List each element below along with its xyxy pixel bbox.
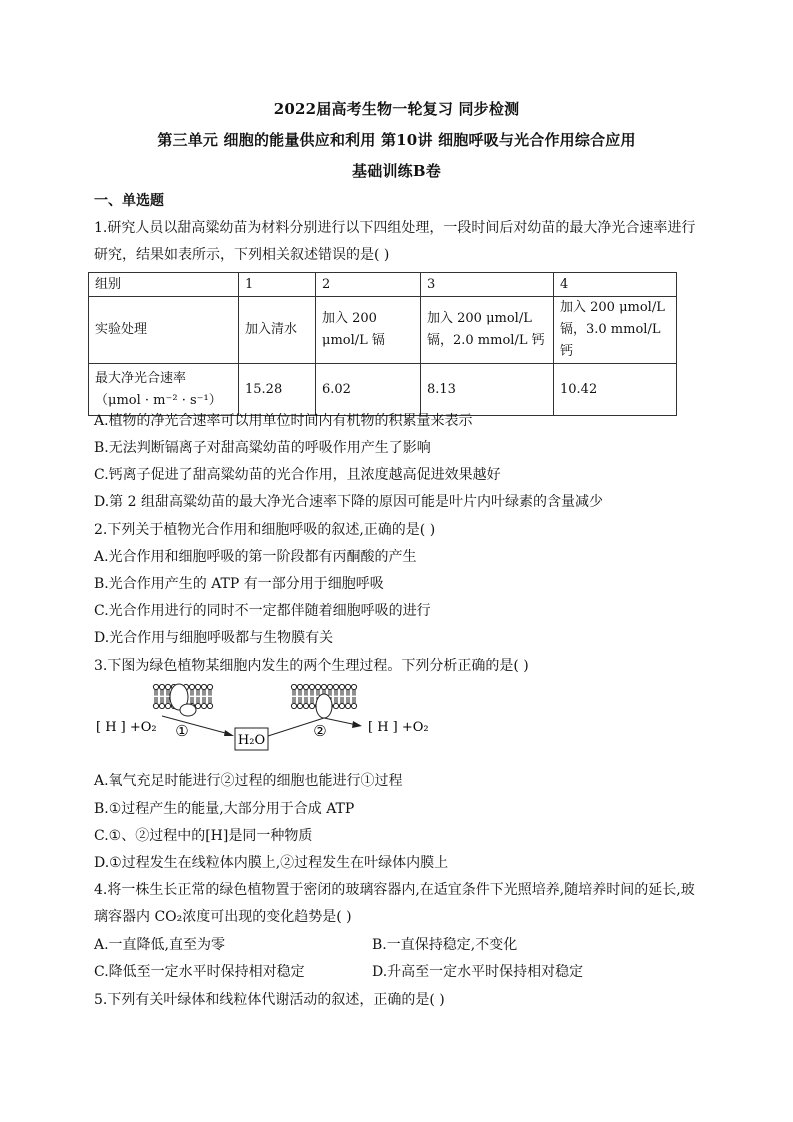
q1-stem-line1: 1.研究人员以甜高粱幼苗为材料分别进行以下四组处理，一段时间后对幼苗的最大净光合速率进行	[94, 220, 696, 236]
table-cell: 3	[421, 273, 554, 297]
doc-subtitle: 第三单元 细胞的能量供应和利用 第10讲 细胞呼吸与光合作用综合应用	[157, 131, 636, 149]
step-2-label: ②	[313, 722, 327, 740]
q3-option-d: D.①过程发生在线粒体内膜上,②过程发生在叶绿体内膜上	[94, 855, 449, 871]
left-reactant-label: [ H ] +O₂	[96, 720, 157, 735]
step-1-label: ①	[175, 722, 189, 740]
table-cell: 6.02	[316, 364, 421, 416]
cell-line: 镉，3.0 mmol/L 钙	[560, 322, 661, 359]
q3-stem: 3.下图为绿色植物某细胞内发生的两个生理过程。下列分析正确的是( )	[94, 658, 529, 674]
q1-option-a: A.植物的净光合速率可以用单位时间内有机物的积累量来表示	[94, 413, 473, 429]
table-cell: 1	[239, 273, 316, 297]
table-cell	[554, 297, 677, 364]
q2-stem: 2.下列关于植物光合作用和细胞呼吸的叙述,正确的是( )	[94, 522, 436, 538]
cell-line: 加入 200 μmol/L	[560, 300, 665, 315]
q5-stem: 5.下列有关叶绿体和线粒体代谢活动的叙述，正确的是( )	[94, 992, 445, 1008]
q3-process-diagram	[94, 683, 444, 761]
table-row	[89, 273, 677, 297]
table-cell: 15.28	[239, 364, 316, 416]
q1-option-d: D.第 2 组甜高粱幼苗的最大净光合速率下降的原因可能是叶片内叶绿素的含量减少	[94, 494, 603, 510]
cell-line: 加入 200	[322, 311, 377, 326]
table-row	[89, 297, 677, 364]
cell-line: （μmol · m⁻² · s⁻¹）	[95, 392, 222, 408]
q1-data-table	[88, 272, 677, 416]
table-cell: 4	[554, 273, 677, 297]
table-cell: 2	[316, 273, 421, 297]
q1-option-b: B.无法判断镉离子对甜高粱幼苗的呼吸作用产生了影响	[94, 440, 431, 456]
arrow-1-head-icon	[224, 730, 234, 736]
cell-line: 镉，2.0 mmol/L 钙	[427, 333, 545, 348]
q4-stem-line2: 璃容器内 CO₂浓度可出现的变化趋势是( )	[94, 909, 352, 925]
q4-stem-line1: 4.将一株生长正常的绿色植物置于密闭的玻璃容器内,在适宜条件下光照培养,随培养时间的延长,玻	[94, 882, 695, 898]
table-cell: 实验处理	[89, 297, 239, 364]
arrow-2-head-icon	[352, 721, 362, 728]
cell-line: 最大净光合速率	[95, 370, 187, 386]
q2-option-a: A.光合作用和细胞呼吸的第一阶段都有丙酮酸的产生	[94, 549, 417, 565]
q2-option-d: D.光合作用与细胞呼吸都与生物膜有关	[94, 630, 334, 646]
table-cell	[316, 297, 421, 364]
section-heading: 一、单选题	[94, 193, 164, 209]
cell-line: 加入 200 μmol/L	[427, 311, 532, 326]
q3-option-c: C.①、②过程中的[H]是同一种物质	[94, 828, 313, 844]
right-product-label: [ H ] +O₂	[368, 720, 429, 735]
left-protein-small-icon	[180, 704, 196, 716]
q4-option-d: D.升高至一定水平时保持相对稳定	[372, 964, 584, 980]
doc-title: 2022届高考生物一轮复习 同步检测	[273, 100, 520, 118]
doc-volume-title: 基础训练B卷	[352, 162, 441, 180]
q1-option-c: C.钙离子促进了甜高粱幼苗的光合作用，且浓度越高促进效果越好	[94, 467, 501, 483]
table-cell: 组别	[89, 273, 239, 297]
table-cell	[89, 364, 239, 416]
q2-option-c: C.光合作用进行的同时不一定都伴随着细胞呼吸的进行	[94, 603, 431, 619]
table-row	[89, 364, 677, 416]
table-cell	[421, 297, 554, 364]
q2-option-b: B.光合作用产生的 ATP 有一部分用于细胞呼吸	[94, 576, 384, 592]
q4-option-b: B.一直保持稳定,不变化	[372, 937, 518, 953]
table-cell: 加入清水	[239, 297, 316, 364]
arrow-1-line	[162, 716, 229, 734]
cell-line: μmol/L 镉	[322, 333, 385, 348]
right-protein-icon	[316, 694, 332, 718]
q4-option-a: A.一直降低,直至为零	[94, 937, 226, 953]
arrow-2b-line	[324, 718, 357, 725]
q3-option-b: B.①过程产生的能量,大部分用于合成 ATP	[94, 801, 355, 817]
table-cell: 10.42	[554, 364, 677, 416]
water-label: H₂O	[237, 733, 266, 748]
q3-option-a: A.氧气充足时能进行②过程的细胞也能进行①过程	[94, 773, 403, 789]
q4-option-c: C.降低至一定水平时保持相对稳定	[94, 964, 305, 980]
table-cell: 8.13	[421, 364, 554, 416]
q1-stem-line2: 研究，结果如表所示，下列相关叙述错误的是( )	[94, 247, 390, 263]
